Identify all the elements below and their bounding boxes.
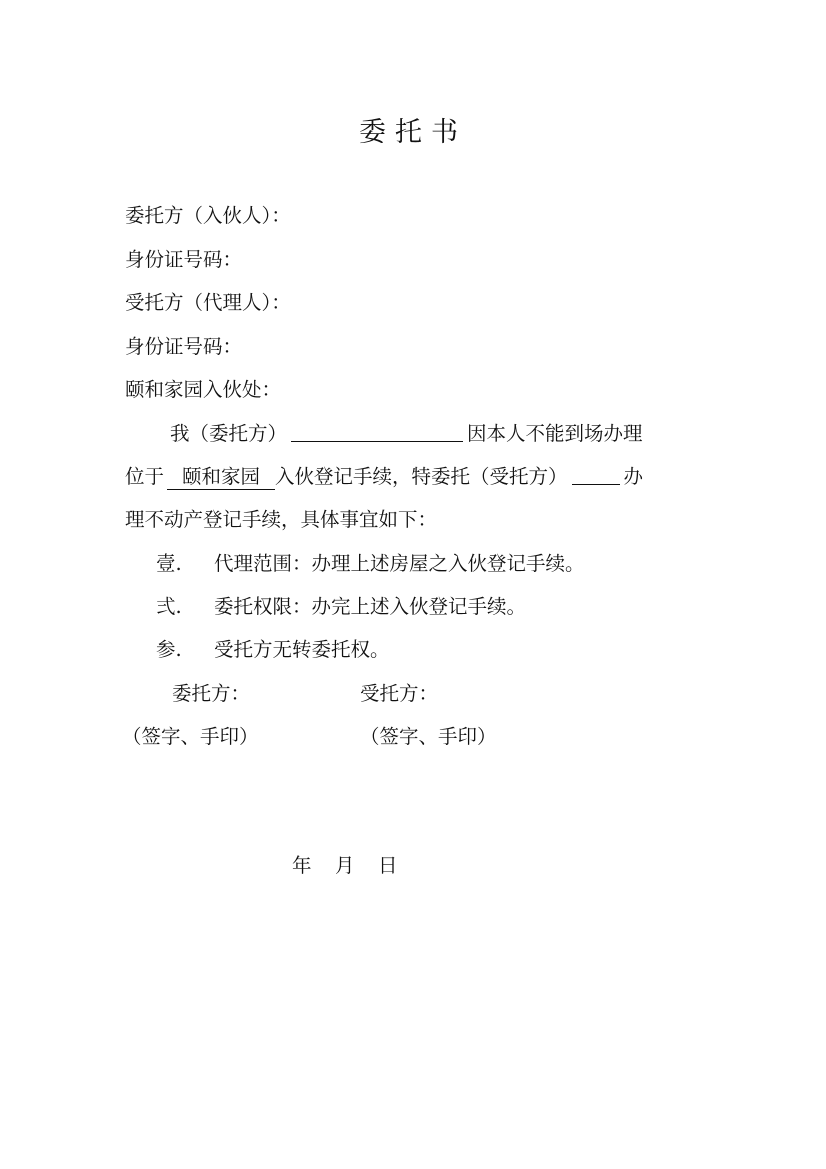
- principal-id-label: 身份证号码：: [125, 248, 243, 271]
- list-item-number: 参.: [156, 638, 182, 661]
- body-text: 因本人不能到场办理: [467, 422, 643, 445]
- agent-signature-note: （签字、手印）: [360, 725, 497, 748]
- list-item: [156, 551, 585, 577]
- list-item-number: 弍.: [156, 595, 182, 618]
- principal-signature-label: 委托方：: [172, 682, 251, 705]
- list-item-text: 代理范围：办理上述房屋之入伙登记手续。: [214, 552, 585, 575]
- body-paragraph-line-2: [125, 464, 643, 490]
- addressee-line: 颐和家园入伙处：: [125, 378, 282, 401]
- document-title: 委托书: [359, 117, 467, 148]
- agent-signature-label: 受托方：: [360, 682, 439, 705]
- body-paragraph-line-3: 理不动产登记手续，具体事宜如下：: [125, 508, 438, 531]
- body-text: 入伙登记手续，特委托（受托方）: [275, 465, 568, 488]
- date-year: 年: [292, 854, 312, 877]
- agent-id-label: 身份证号码：: [125, 335, 243, 358]
- principal-signature-note: （签字、手印）: [122, 725, 259, 748]
- date-day: 日: [378, 854, 398, 877]
- agent-label: 受托方（代理人）：: [125, 291, 291, 314]
- body-text: 我（委托方）: [170, 422, 288, 445]
- principal-label: 委托方（入伙人）：: [125, 204, 291, 227]
- property-name: 颐和家园: [167, 465, 275, 490]
- list-item-text: 受托方无转委托权。: [214, 638, 390, 661]
- date-month: 月: [335, 854, 355, 877]
- agent-name-blank[interactable]: [572, 464, 620, 485]
- body-paragraph-line-1: [170, 421, 643, 447]
- list-item: [156, 637, 390, 663]
- list-item-number: 壹.: [156, 552, 182, 575]
- list-item-text: 委托权限：办完上述入伙登记手续。: [214, 595, 527, 618]
- body-text: 办: [623, 465, 644, 488]
- list-item: [156, 594, 526, 620]
- principal-name-blank[interactable]: [291, 421, 463, 442]
- body-text: 位于: [125, 465, 165, 488]
